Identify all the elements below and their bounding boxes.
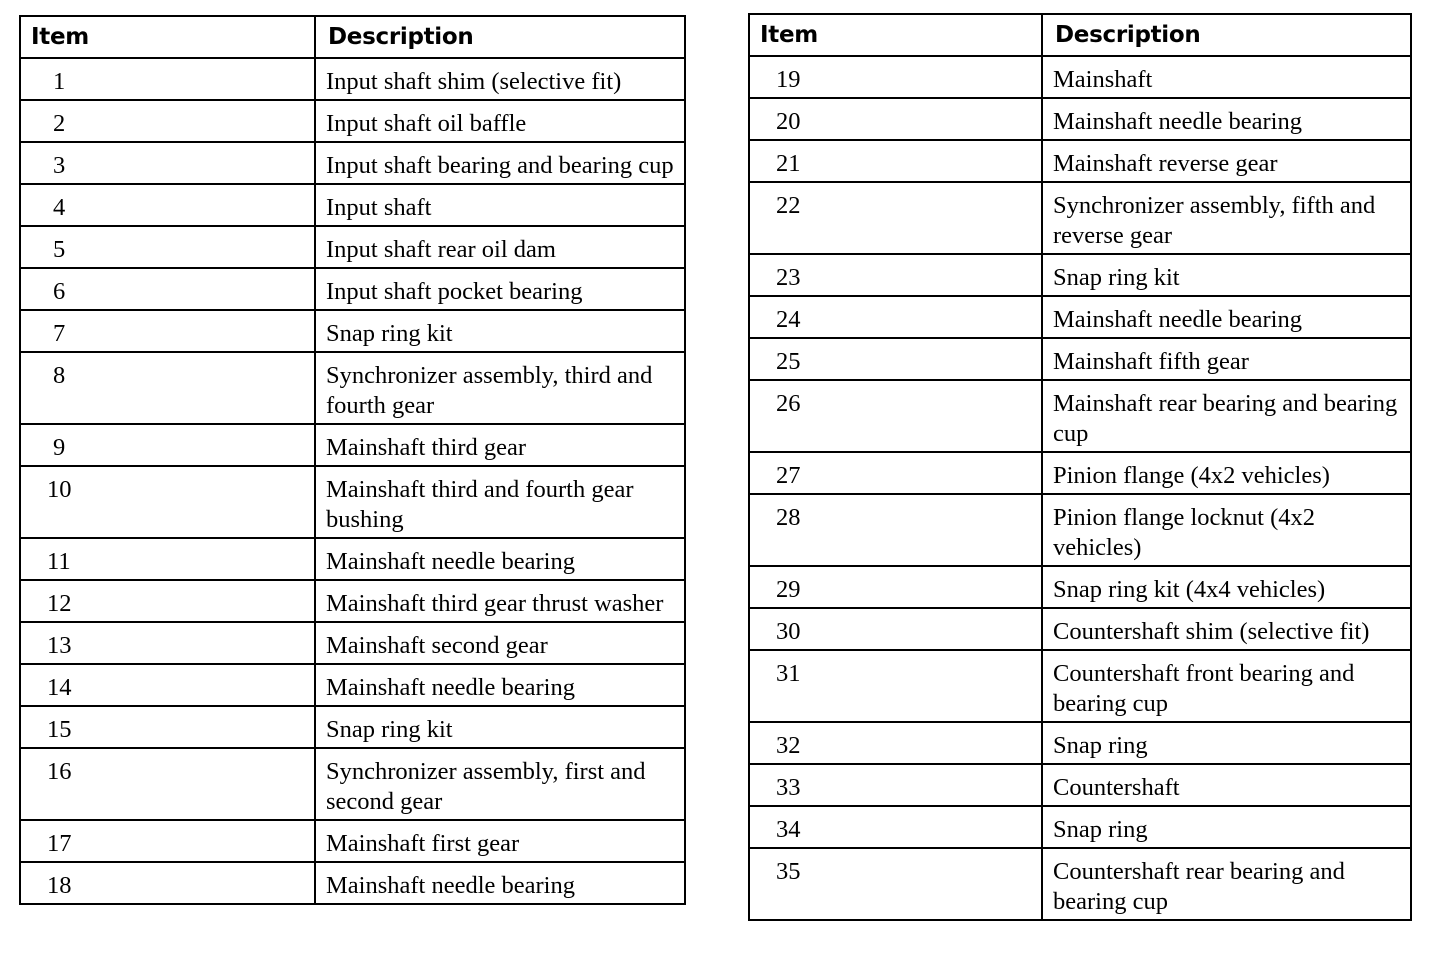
table-row: [20, 748, 685, 820]
item-number: 9: [20, 424, 315, 466]
item-description: Mainshaft reverse gear: [1042, 140, 1411, 182]
item-description: Mainshaft needle bearing: [1042, 296, 1411, 338]
table-row: [20, 142, 685, 184]
table-row: [749, 338, 1411, 380]
table-row: [20, 622, 685, 664]
item-number: 8: [20, 352, 315, 424]
item-description: Input shaft oil baffle: [315, 100, 685, 142]
table-row: [749, 98, 1411, 140]
item-description: Mainshaft needle bearing: [315, 538, 685, 580]
table-row: [20, 862, 685, 904]
item-number: 1: [20, 58, 315, 100]
parts-table-left: [19, 15, 686, 905]
item-description: Pinion flange (4x2 vehicles): [1042, 452, 1411, 494]
item-number: 29: [749, 566, 1042, 608]
header-row: [20, 16, 685, 58]
item-number: 6: [20, 268, 315, 310]
item-description: Countershaft rear bearing and bearing cup: [1042, 848, 1411, 920]
table-row: [20, 268, 685, 310]
item-number: 32: [749, 722, 1042, 764]
table-row: [749, 650, 1411, 722]
item-number: 34: [749, 806, 1042, 848]
item-description: Input shaft: [315, 184, 685, 226]
item-number: 23: [749, 254, 1042, 296]
item-description: Countershaft: [1042, 764, 1411, 806]
item-description: Mainshaft needle bearing: [315, 862, 685, 904]
table-row: [20, 310, 685, 352]
item-number: 35: [749, 848, 1042, 920]
item-description: Input shaft bearing and bearing cup: [315, 142, 685, 184]
item-description: Mainshaft: [1042, 56, 1411, 98]
table-row: [749, 452, 1411, 494]
table-row: [749, 140, 1411, 182]
item-number: 27: [749, 452, 1042, 494]
table-row: [749, 182, 1411, 254]
item-number: 21: [749, 140, 1042, 182]
item-description: Snap ring kit: [315, 706, 685, 748]
item-number: 30: [749, 608, 1042, 650]
table-row: [20, 424, 685, 466]
table-body: [20, 58, 685, 904]
table-row: [749, 296, 1411, 338]
item-number: 25: [749, 338, 1042, 380]
item-column-header: Item: [749, 14, 1042, 56]
item-column-header: Item: [20, 16, 315, 58]
item-description: Mainshaft third and fourth gear bushing: [315, 466, 685, 538]
table-row: [20, 352, 685, 424]
table-row: [20, 538, 685, 580]
table-row: [749, 848, 1411, 920]
item-number: 5: [20, 226, 315, 268]
header-row: [749, 14, 1411, 56]
table-row: [749, 494, 1411, 566]
item-description: Mainshaft rear bearing and bearing cup: [1042, 380, 1411, 452]
item-number: 14: [20, 664, 315, 706]
item-number: 4: [20, 184, 315, 226]
item-number: 15: [20, 706, 315, 748]
table-row: [20, 184, 685, 226]
table-row: [749, 566, 1411, 608]
item-description: Mainshaft first gear: [315, 820, 685, 862]
item-number: 10: [20, 466, 315, 538]
item-description: Mainshaft third gear: [315, 424, 685, 466]
item-number: 7: [20, 310, 315, 352]
item-description: Snap ring: [1042, 806, 1411, 848]
item-number: 11: [20, 538, 315, 580]
item-description: Input shaft shim (selective fit): [315, 58, 685, 100]
item-description: Input shaft pocket bearing: [315, 268, 685, 310]
table-row: [20, 226, 685, 268]
table-row: [20, 58, 685, 100]
item-number: 19: [749, 56, 1042, 98]
description-column-header: Description: [1042, 14, 1411, 56]
item-description: Pinion flange locknut (4x2 vehicles): [1042, 494, 1411, 566]
table-row: [20, 664, 685, 706]
item-number: 22: [749, 182, 1042, 254]
table-row: [749, 254, 1411, 296]
table-row: [20, 820, 685, 862]
table-row: [749, 722, 1411, 764]
item-description: Mainshaft third gear thrust washer: [315, 580, 685, 622]
table-row: [749, 380, 1411, 452]
table-row: [749, 806, 1411, 848]
item-description: Mainshaft needle bearing: [315, 664, 685, 706]
table-row: [20, 706, 685, 748]
item-number: 13: [20, 622, 315, 664]
item-description: Countershaft shim (selective fit): [1042, 608, 1411, 650]
item-number: 2: [20, 100, 315, 142]
item-number: 26: [749, 380, 1042, 452]
item-description: Countershaft front bearing and bearing cup: [1042, 650, 1411, 722]
item-number: 3: [20, 142, 315, 184]
table-row: [20, 466, 685, 538]
description-column-header: Description: [315, 16, 685, 58]
item-number: 20: [749, 98, 1042, 140]
table-row: [749, 56, 1411, 98]
item-number: 12: [20, 580, 315, 622]
item-description: Synchronizer assembly, first and second gear: [315, 748, 685, 820]
item-number: 33: [749, 764, 1042, 806]
item-description: Snap ring kit: [1042, 254, 1411, 296]
parts-table-right: [748, 13, 1412, 921]
table-row: [20, 100, 685, 142]
item-number: 17: [20, 820, 315, 862]
item-number: 18: [20, 862, 315, 904]
item-description: Snap ring kit (4x4 vehicles): [1042, 566, 1411, 608]
item-description: Snap ring: [1042, 722, 1411, 764]
item-description: Mainshaft fifth gear: [1042, 338, 1411, 380]
table-row: [20, 580, 685, 622]
item-number: 16: [20, 748, 315, 820]
item-description: Mainshaft second gear: [315, 622, 685, 664]
item-description: Mainshaft needle bearing: [1042, 98, 1411, 140]
item-number: 24: [749, 296, 1042, 338]
item-number: 28: [749, 494, 1042, 566]
item-description: Snap ring kit: [315, 310, 685, 352]
item-description: Synchronizer assembly, third and fourth gear: [315, 352, 685, 424]
item-description: Synchronizer assembly, fifth and reverse gear: [1042, 182, 1411, 254]
table-row: [749, 608, 1411, 650]
item-description: Input shaft rear oil dam: [315, 226, 685, 268]
table-row: [749, 764, 1411, 806]
table-body: [749, 56, 1411, 920]
item-number: 31: [749, 650, 1042, 722]
